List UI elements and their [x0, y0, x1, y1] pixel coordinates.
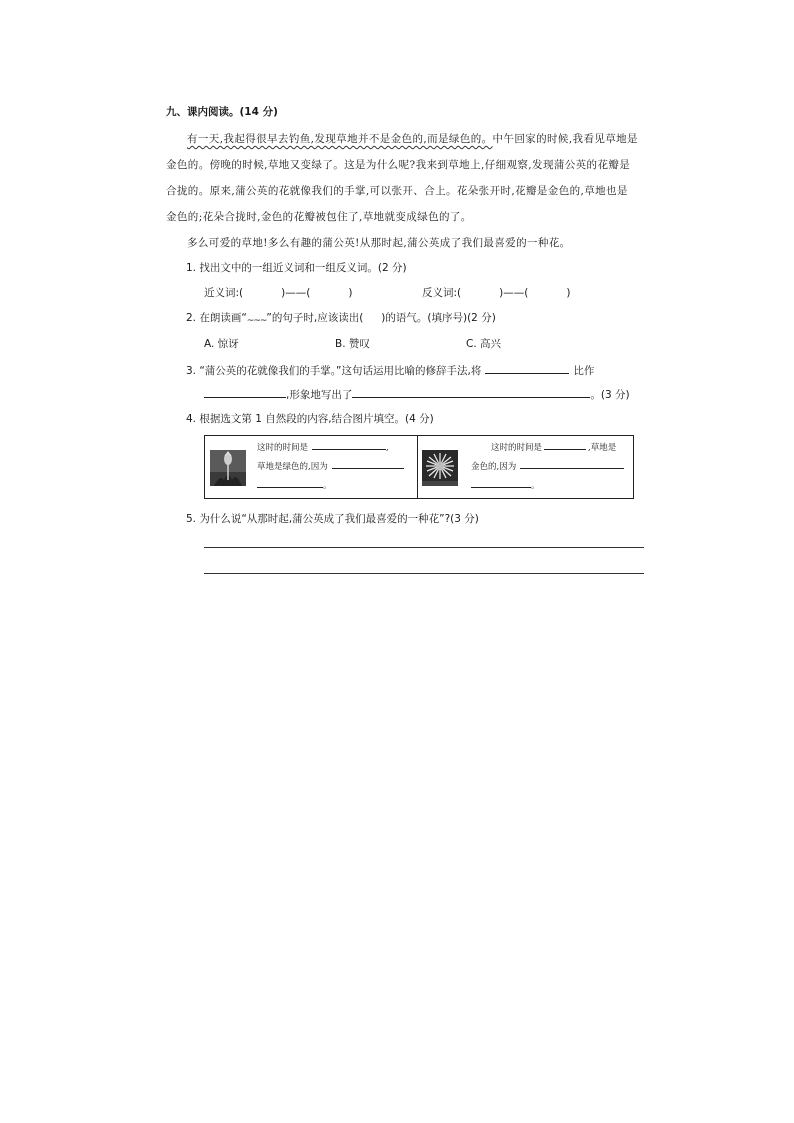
synonym-row: 近义词:( )——( ): [204, 287, 353, 299]
antonym-row: 反义词:( )——( ): [422, 287, 571, 299]
table-cell-closed-flower: [205, 436, 418, 498]
question-3-line-2: ,形象地写出了 。(3 分): [204, 386, 630, 402]
picture-fill-table: [204, 435, 634, 499]
antonym-label: 反义词:(: [422, 287, 462, 299]
wavy-mark-icon: ~~~: [246, 316, 267, 326]
question-2: 2. 在朗读画“~~~”的句子时,应该读出( )的语气。(填序号)(2 分): [186, 312, 496, 326]
right-line-3: 。: [471, 476, 540, 497]
section-title: 九、课内阅读。(14 分): [166, 106, 278, 118]
q2-option-c: C. 高兴: [466, 338, 502, 350]
synonym-dash: ——(: [285, 287, 311, 299]
passage-paragraph-2: 多么可爱的草地!多么有趣的蒲公英!从那时起,蒲公英成了我们最喜爱的一种花。: [187, 237, 571, 249]
left-line-2: 草地是绿色的,因为: [257, 457, 404, 478]
left-line-3: 。: [257, 476, 332, 497]
left-reason-blank-1[interactable]: [332, 457, 404, 469]
q3-blank-1[interactable]: [485, 362, 569, 374]
question-5: 5. 为什么说“从那时起,蒲公英成了我们最喜爱的一种花”?(3 分): [186, 513, 479, 525]
q5-answer-line-2[interactable]: [204, 573, 644, 574]
question-4: 4. 根据选文第 1 自然段的内容,结合图片填空。(4 分): [186, 413, 434, 425]
closed-dandelion-photo: [210, 450, 246, 486]
right-time-blank[interactable]: [544, 438, 586, 450]
table-cell-open-flower: [419, 436, 633, 498]
question-1: 1. 找出文中的一组近义词和一组反义词。(2 分): [186, 262, 407, 274]
right-line-2: 金色的,因为: [471, 457, 624, 478]
q3-blank-3[interactable]: [352, 386, 590, 398]
right-line-1: 这时的时间是 ,草地是: [491, 438, 616, 459]
passage-paragraph-1-rest: 中午回家的时候,我看见草地是金色的。傍晚的时候,草地又变绿了。这是为什么呢?我来到草地上,仔细观察,发现蒲公英的花瓣是合拢的。原来,蒲公英的花就像我们的手掌,可以张开、合上。花朵张开时,花瓣是金色的,草地也是金色的;花朵合拢时,金色的花瓣被包住了,草地就变成绿色的了。: [166, 133, 638, 223]
left-reason-blank-2[interactable]: [257, 476, 323, 488]
q5-answer-line-1[interactable]: [204, 547, 644, 548]
q3-blank-2[interactable]: [204, 386, 286, 398]
right-reason-blank-1[interactable]: [520, 457, 624, 469]
question-3: 3. “蒲公英的花就像我们的手掌。”这句话运用比喻的修辞手法,将 比作: [186, 362, 594, 378]
right-reason-blank-2[interactable]: [471, 476, 531, 488]
open-dandelion-photo: [422, 450, 458, 486]
left-time-blank[interactable]: [312, 438, 386, 450]
q2-option-a: A. 惊讶: [204, 338, 239, 350]
q2-option-b: B. 赞叹: [335, 338, 370, 350]
wavy-underlined-sentence: 有一天,我起得很早去钓鱼,发现草地并不是金色的,而是绿色的。: [187, 133, 493, 145]
synonym-label: 近义词:(: [204, 287, 244, 299]
antonym-dash: ——(: [503, 287, 529, 299]
passage-paragraph-1: [166, 126, 638, 230]
left-line-1: 这时的时间是 ,: [257, 438, 389, 459]
